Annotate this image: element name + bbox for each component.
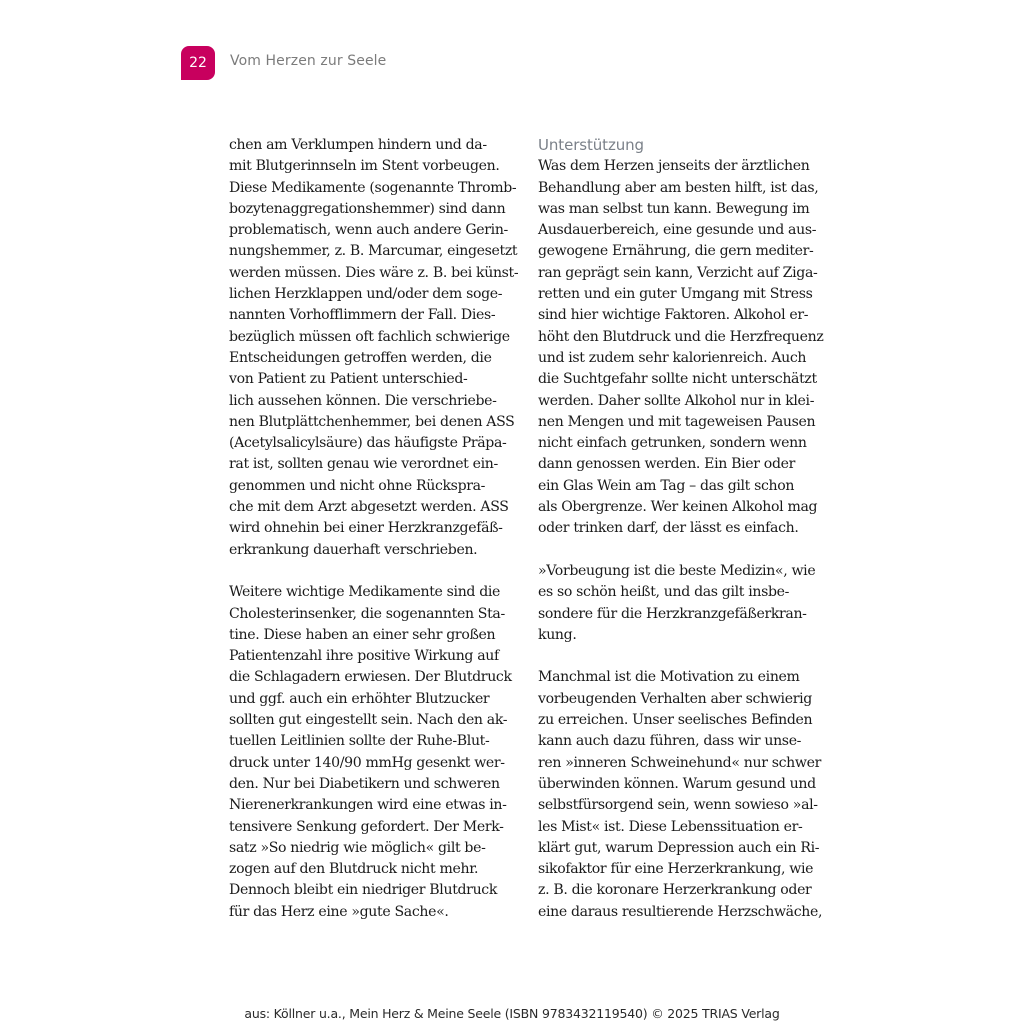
text-line: satz »So niedrig wie möglich« gilt be- <box>229 839 486 856</box>
text-line: (Acetylsalicylsäure) das häufigste Präpa- <box>229 435 507 452</box>
text-line: chen am Verklumpen hindern und da- <box>229 137 487 153</box>
text-line: sollten gut eingestellt sein. Nach den ak- <box>229 712 508 729</box>
text-line: klärt gut, warum Depression auch ein Ri- <box>538 839 820 856</box>
text-line: lich aussehen können. Die verschriebe- <box>229 392 497 409</box>
text-line: »Vorbeugung ist die beste Medizin«, wie <box>538 562 816 579</box>
text-line: Behandlung aber am besten hilft, ist das, <box>538 179 819 196</box>
text-line: che mit dem Arzt abgesetzt werden. ASS <box>229 499 509 516</box>
text-line: wird ohnehin bei einer Herzkranzgefäß- <box>229 520 503 537</box>
text-line: les Mist« ist. Diese Lebenssituation er- <box>538 818 803 835</box>
text-line: lichen Herzklappen und/oder dem soge- <box>229 286 503 303</box>
text-line: nicht einfach getrunken, sondern wenn <box>538 435 807 452</box>
text-line: selbstfürsorgend sein, wenn sowieso »al- <box>538 797 818 814</box>
text-line: Entscheidungen getroffen werden, die <box>229 349 492 366</box>
text-line: Dennoch bleibt ein niedriger Blutdruck <box>229 882 498 899</box>
text-line: es so schön heißt, und das gilt insbe- <box>538 584 790 601</box>
text-line: nen Mengen und mit tageweisen Pausen <box>538 413 816 430</box>
text-line: Diese Medikamente (sogenannte Thromb- <box>229 179 517 196</box>
text-line: ran geprägt sein kann, Verzicht auf Ziga- <box>538 264 818 281</box>
text-line: den. Nur bei Diabetikern und schweren <box>229 775 500 792</box>
text-line: bozytenaggregationshemmer) sind dann <box>229 200 506 217</box>
right-column-body <box>538 156 823 923</box>
text-line: ein Glas Wein am Tag – das gilt schon <box>538 477 795 494</box>
text-line: Was dem Herzen jenseits der ärztlichen <box>538 158 810 175</box>
text-line: nen Blutplättchenhemmer, bei denen ASS <box>229 413 515 430</box>
text-line: werden müssen. Dies wäre z. B. bei künst- <box>229 264 519 281</box>
footer-citation: aus: Köllner u.a., Mein Herz & Meine Seele (ISBN 9783432119540) © 2025 TRIAS Verlag <box>244 1006 780 1021</box>
text-line: als Obergrenze. Wer keinen Alkohol mag <box>538 499 818 516</box>
paragraph-gap <box>229 561 514 582</box>
text-line: und ist zudem sehr kalorienreich. Auch <box>538 349 807 366</box>
text-line: Weitere wichtige Medikamente sind die <box>229 584 501 601</box>
text-line: zu erreichen. Unser seelisches Befinden <box>538 712 813 729</box>
text-line: Cholesterinsenker, die sogenannten Sta- <box>229 605 505 622</box>
text-line: druck unter 140/90 mmHg gesenkt wer- <box>229 754 505 771</box>
text-line: genommen und nicht ohne Rückspra- <box>229 477 486 494</box>
text-line: eine daraus resultierende Herzschwäche, <box>538 903 823 920</box>
text-line: z. B. die koronare Herzerkrankung oder <box>538 882 812 899</box>
running-title: Vom Herzen zur Seele <box>230 53 387 69</box>
right-column <box>538 135 823 923</box>
text-line: überwinden können. Warum gesund und <box>538 775 816 792</box>
paragraph-gap <box>538 540 823 561</box>
text-line: die Suchtgefahr sollte nicht unterschätzt <box>538 371 817 388</box>
section-heading: Unterstützung <box>538 136 644 154</box>
text-line: gewogene Ernährung, die gern mediter- <box>538 243 814 260</box>
text-line: tensivere Senkung gefordert. Der Merk- <box>229 818 504 835</box>
text-line: bezüglich müssen oft fachlich schwierige <box>229 328 510 345</box>
text-line: vorbeugenden Verhalten aber schwierig <box>538 690 812 707</box>
text-line: rat ist, sollten genau wie verordnet ein- <box>229 456 498 473</box>
text-line: und ggf. auch ein erhöhter Blutzucker <box>229 690 490 707</box>
text-line: Ausdauerbereich, eine gesunde und aus- <box>538 222 817 239</box>
text-line: kann auch dazu führen, dass wir unse- <box>538 733 802 750</box>
text-line: sondere für die Herzkranzgefäßerkran- <box>538 605 807 622</box>
text-line: oder trinken darf, der lässt es einfach. <box>538 520 799 537</box>
text-line: höht den Blutdruck und die Herzfrequenz <box>538 328 824 345</box>
paragraph-gap <box>538 646 823 667</box>
text-line: dann genossen werden. Ein Bier oder <box>538 456 795 473</box>
text-line: zogen auf den Blutdruck nicht mehr. <box>229 861 479 878</box>
text-line: für das Herz eine »gute Sache«. <box>229 903 449 920</box>
text-line: sikofaktor für eine Herzerkrankung, wie <box>538 861 814 878</box>
text-line: nannten Vorhofflimmern der Fall. Dies- <box>229 307 496 324</box>
text-line: kung. <box>538 626 577 643</box>
text-line: Patientenzahl ihre positive Wirkung auf <box>229 648 499 665</box>
text-line: problematisch, wenn auch andere Gerin- <box>229 222 508 239</box>
text-line: erkrankung dauerhaft verschrieben. <box>229 541 478 558</box>
text-line: von Patient zu Patient unterschied- <box>229 371 468 388</box>
page-number-badge: 22 <box>181 46 215 80</box>
text-line: werden. Daher sollte Alkohol nur in klei- <box>538 392 815 409</box>
text-line: nungshemmer, z. B. Marcumar, eingesetzt <box>229 243 518 260</box>
text-line: retten und ein guter Umgang mit Stress <box>538 286 813 303</box>
text-line: die Schlagadern erwiesen. Der Blutdruck <box>229 669 512 686</box>
text-line: sind hier wichtige Faktoren. Alkohol er- <box>538 307 809 324</box>
text-line: ren »inneren Schweinehund« nur schwer <box>538 754 821 771</box>
text-line: was man selbst tun kann. Bewegung im <box>538 200 810 217</box>
text-line: Nierenerkrankungen wird eine etwas in- <box>229 797 507 814</box>
text-line: mit Blutgerinnseln im Stent vorbeugen. <box>229 158 500 175</box>
text-line: tine. Diese haben an einer sehr großen <box>229 626 496 643</box>
text-line: tuellen Leitlinien sollte der Ruhe-Blut- <box>229 733 490 750</box>
left-column <box>229 135 519 923</box>
text-line: Manchmal ist die Motivation zu einem <box>538 669 800 686</box>
